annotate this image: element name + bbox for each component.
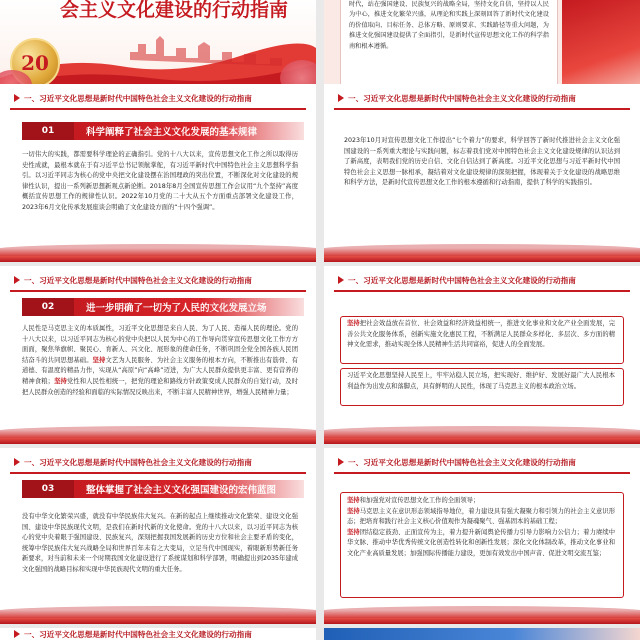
slide-1-right bbox=[324, 84, 640, 262]
slide-header bbox=[14, 629, 252, 639]
section-paragraph: 没有中华文化繁荣兴盛，就没有中华民族伟大复兴。在新的起点上继续推动文化繁荣、建设文化强国、建设中华民族现代文明，是我们在新时代新的文化使命。党的十八大以来，以习近平同志为核心的党中央着眼于强国建设、民族复兴，深刻把握我国发展新的历史方位和社会主要矛盾的变化，统筹中华民族伟大复兴战略全局和世界百年未有之大变局，立足当代中国现实，着眼新形势新任务新要求，对当前和未来一个时期我国文化建设进行了系统谋划和科学部署，明确提出到2035年建成文化强国的战略目标和实现中华民族现代文明的重大任务。 bbox=[22, 513, 298, 573]
header-rule bbox=[10, 290, 306, 292]
slide-header bbox=[14, 91, 252, 105]
header-triangle-icon bbox=[14, 458, 20, 466]
header-rule bbox=[10, 108, 306, 110]
section-title: 进一步明确了一切为了人民的文化发展立场 bbox=[74, 298, 304, 316]
slide-footer-wave bbox=[0, 248, 316, 262]
header-triangle-icon bbox=[14, 276, 20, 284]
header-triangle-icon bbox=[14, 630, 20, 638]
section-paragraph bbox=[22, 324, 298, 398]
box-paragraph: 习近平文化思想坚持人民至上，牢牢站稳人民立场，把实现好、维护好、发展好最广大人民根本利益作为出发点和落脚点，具有鲜明的人民性，体现了马克思主义的根本政治立场。 bbox=[347, 372, 615, 390]
footer-wave bbox=[324, 244, 640, 256]
cover-right-text: 时代，站在强国建设、民族复兴的战略全局，坚持文化自信，坚持以人民为中心，推进文化繁荣兴盛，从理论和实践上深刻回答了新时代文化建设的价值取向、目标任务、总体方略、原则要求、实践路径等重大问题，为推进文化强国建设提供了全面指引，是新时代宣传思想文化工作的科学指南和根本遵循。 bbox=[349, 1, 549, 50]
paragraph-text: 人民性是马克思主义的本质属性，习近平文化思想是来自人民、为了人民、造福人民的理论。党的十八大以来，以习近平同志为核心的党中央把以人民为中心的工作导向贯穿宣传思想文化工作方方面面，聚焦举旗帜、聚民心、育新人、兴文化、展形象的使命任务，不断巩固全党全国各族人民团结奋斗的共同思想基础。 bbox=[22, 325, 298, 364]
slide-3-left bbox=[0, 448, 316, 624]
header-text: 一、习近平文化思想是新时代中国特色社会主义文化建设的行动指南 bbox=[24, 629, 252, 639]
slide-footer-wave bbox=[324, 610, 640, 624]
paragraph-text: 文艺为人民服务、为社会主义服务的根本方向，不断推出有筋骨、有道德、有温度的精品力作，实现从“高原”向“高峰”迈进，为广大人民群众提供更丰富、更有营养的精神食粮； bbox=[22, 356, 299, 385]
highlight-keyword: 坚持 bbox=[347, 507, 360, 515]
section-paragraph: 一切伟大的实践，都需要科学理论的正确指引。党的十八大以来，宣传思想文化工作之所以取得历史性成就，最根本就在于有习近平总书记领航掌舵，有习近平新时代中国特色社会主义思想科学指引。以习近平同志为核心的党中央把文化建设摆在治国理政的突出位置，不断深化对文化建设的规律性认识，提出一系列新思想新观点新论断。2018年8月全国宣传思想工作会议用“九个坚持”高度概括宣传思想工作的规律性认识。2022年10月党的二十大从五个方面重点部署文化建设工作，2023年6月文化传承发展座谈会明确了文化建设方面的“十四个强调”。 bbox=[22, 151, 298, 211]
flag-decoration bbox=[562, 0, 640, 96]
header-triangle-icon bbox=[338, 458, 344, 466]
section-bar bbox=[22, 480, 304, 498]
section-number: 01 bbox=[22, 122, 74, 140]
section-title: 整体掌握了社会主义文化强国建设的宏伟蓝图 bbox=[74, 480, 304, 498]
item-text: 团结稳定鼓劲、正面宣传为主，着力提升新闻舆论传播力引导力影响力公信力；着力赓续中华文脉、推动中华优秀传统文化创造性转化和创新性发展；深化文化体制改革，推动文化事业和文化产业高质量发展；加强国际传播能力建设，更加有效发出中国声音、促进文明交流互鉴； bbox=[347, 528, 616, 557]
cover-slide bbox=[0, 0, 316, 96]
header-triangle-icon bbox=[14, 94, 20, 102]
box-paragraph bbox=[347, 319, 615, 351]
header-triangle-icon bbox=[338, 276, 344, 284]
footer-wave bbox=[0, 426, 316, 438]
header-text: 一、习近平文化思想是新时代中国特色社会主义文化建设的行动指南 bbox=[348, 275, 576, 285]
highlight-keyword: 坚持 bbox=[53, 377, 67, 385]
item-text: 马克思主义在意识形态领域指导地位，着力建设具有强大凝聚力和引领力的社会主义意识形态；把培育和践行社会主义核心价值观作为凝魂聚气、强基固本的基础工程； bbox=[347, 507, 616, 526]
slide-2-left bbox=[0, 266, 316, 444]
header-text: 一、习近平文化思想是新时代中国特色社会主义文化建设的行动指南 bbox=[348, 93, 576, 103]
box-paragraph bbox=[347, 496, 615, 560]
footer-wave bbox=[324, 606, 640, 618]
highlight-keyword: 坚持 bbox=[347, 320, 360, 327]
paragraph-text: 把社会效益放在首位、社会效益和经济效益相统一，推进文化事业和文化产业全面发展，完善公共文化服务体系，创新实施文化惠民工程，不断满足人民群众多样化、多层次、多方面的精神文化需求，推动实现全体人民精神生活共同富裕，促进人的全面发展。 bbox=[347, 320, 616, 349]
header-text: 一、习近平文化思想是新时代中国特色社会主义文化建设的行动指南 bbox=[348, 457, 576, 467]
highlight-box bbox=[340, 368, 624, 406]
slide-footer-wave bbox=[0, 610, 316, 624]
slide-footer-wave bbox=[324, 248, 640, 262]
slide-4-left bbox=[0, 628, 316, 640]
slide-footer-wave bbox=[0, 430, 316, 444]
header-text: 一、习近平文化思想是新时代中国特色社会主义文化建设的行动指南 bbox=[24, 93, 252, 103]
slide-4-right bbox=[324, 628, 640, 640]
header-text: 一、习近平文化思想是新时代中国特色社会主义文化建设的行动指南 bbox=[24, 275, 252, 285]
slide-3-right bbox=[324, 448, 640, 624]
highlight-keyword: 坚持 bbox=[347, 497, 360, 504]
cover-text-card bbox=[340, 0, 558, 86]
slide-1-left bbox=[0, 84, 316, 262]
right-paragraph: 2023年10月对宣传思想文化工作提出“七个着力”的要求，科学回答了新时代推进社会主义文化强国建设的一系列重大理论与实践问题，标志着我们党对中国特色社会主义文化建设规律的认识达到了新高度，表明我们党的历史自信、文化自信达到了新高度。习近平文化思想与习近平新时代中国特色社会主义思想一脉相承，凝结着对文化建设规律的深刻把握，体现着关于文化建设的战略思维和科学方法，是新时代宣传思想文化工作的根本遵循和行动指南，提供了科学的实践指引。 bbox=[344, 137, 620, 187]
slide-header bbox=[14, 273, 252, 287]
highlight-box bbox=[340, 316, 624, 364]
section-bar bbox=[22, 298, 304, 316]
paragraph-text: 党性和人民性相统一，把党的理论和路线方针政策变成人民群众的自觉行动，及时把人民群众创造的经验和面临的实际情况反映出来，不断丰富人民精神世界，增强人民精神力量； bbox=[22, 377, 299, 396]
header-rule bbox=[10, 472, 306, 474]
footer-wave bbox=[324, 426, 640, 438]
header-rule bbox=[334, 472, 630, 474]
header-rule bbox=[334, 108, 630, 110]
cover-title: 会主义文化建设的行动指南 bbox=[60, 0, 289, 21]
header-text: 一、习近平文化思想是新时代中国特色社会主义文化建设的行动指南 bbox=[24, 457, 252, 467]
section-title: 科学阐释了社会主义文化发展的基本规律 bbox=[74, 122, 304, 140]
highlight-box bbox=[340, 492, 624, 598]
slide-header bbox=[14, 455, 252, 469]
section-number: 03 bbox=[22, 480, 74, 498]
footer-wave bbox=[0, 606, 316, 618]
section-number: 02 bbox=[22, 298, 74, 316]
slide-header bbox=[338, 273, 576, 287]
highlight-keyword: 坚持 bbox=[347, 528, 360, 536]
slide-2-right bbox=[324, 266, 640, 444]
cover-text-slide bbox=[324, 0, 640, 96]
slide-header bbox=[338, 91, 576, 105]
slide-header bbox=[338, 455, 576, 469]
header-triangle-icon bbox=[338, 94, 344, 102]
section-bar bbox=[22, 122, 304, 140]
footer-wave bbox=[0, 244, 316, 256]
emblem-number: 20 bbox=[21, 51, 49, 75]
slide-footer-wave bbox=[324, 430, 640, 444]
header-rule bbox=[334, 290, 630, 292]
highlight-keyword: 坚持 bbox=[92, 356, 106, 364]
item-text: 和加强党对宣传思想文化工作的全面领导； bbox=[359, 497, 480, 504]
